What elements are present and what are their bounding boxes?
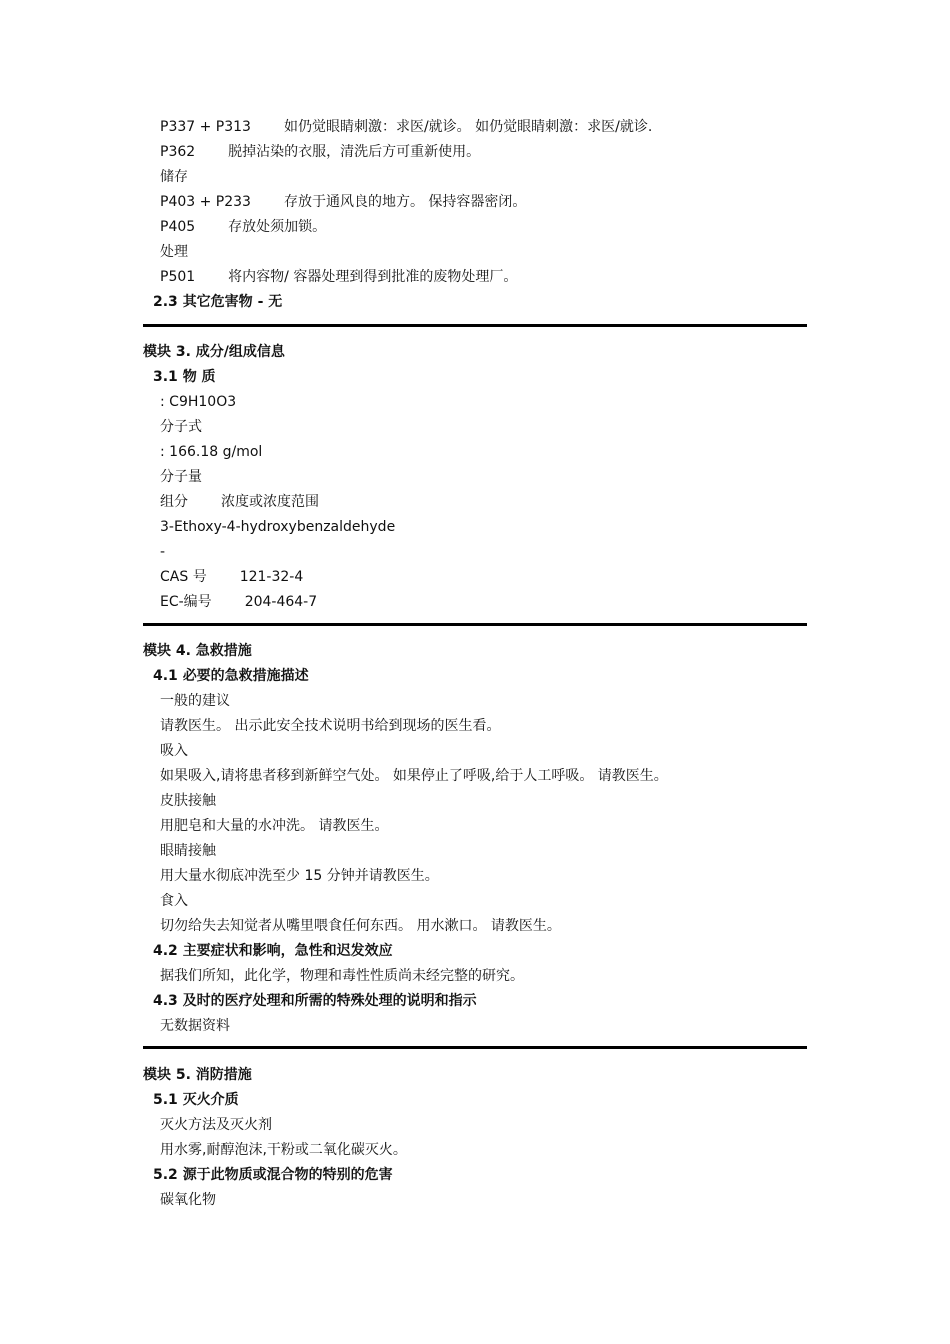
module-4-title: 模块 4. 急救措施 <box>143 643 252 659</box>
section-value: 无 <box>268 294 283 310</box>
precaution-p501 <box>160 268 517 286</box>
ec-value: 204-464-7 <box>244 594 318 610</box>
section-number: 2.3 <box>153 294 178 310</box>
inhalation-label: 吸入 <box>160 743 188 759</box>
precaution-p362 <box>160 143 480 161</box>
molecular-weight-value: : 166.18 g/mol <box>160 444 263 460</box>
section-number: 3.1 <box>153 369 178 385</box>
section-number: 5.1 <box>153 1092 178 1108</box>
molecular-weight-label: 分子量 <box>160 469 202 485</box>
section-title: 物 质 <box>182 369 216 385</box>
cas-value: 121-32-4 <box>239 569 304 585</box>
section-4-2-text: 据我们所知，此化学，物理和毒性性质尚未经完整的研究。 <box>160 968 524 984</box>
ec-label: EC-编号 <box>160 594 212 610</box>
extinguishing-media-text: 用水雾,耐醇泡沫,干粉或二氧化碳灭火。 <box>160 1142 407 1158</box>
section-divider <box>143 623 807 626</box>
section-number: 4.2 <box>153 943 178 959</box>
section-number: 5.2 <box>153 1167 178 1183</box>
formula-value: : C9H10O3 <box>160 394 237 410</box>
substance-name: 3-Ethoxy-4-hydroxybenzaldehyde <box>160 519 396 535</box>
extinguishing-media-label: 灭火方法及灭火剂 <box>160 1117 272 1133</box>
module-3-title: 模块 3. 成分/组成信息 <box>143 344 285 360</box>
general-advice-text: 请教医生。 出示此安全技术说明书给到现场的医生看。 <box>160 718 501 734</box>
section-divider <box>143 1046 807 1049</box>
precaution-text: 存放于通风良的地方。 保持容器密闭。 <box>283 194 527 210</box>
section-title: 其它危害物 <box>182 294 253 310</box>
disposal-label: 处理 <box>160 244 188 260</box>
component-label: 组分 <box>160 494 188 510</box>
precaution-code: P362 <box>160 144 196 160</box>
section-title: 灭火介质 <box>182 1092 239 1108</box>
section-number: 4.1 <box>153 668 178 684</box>
section-4-3-heading <box>153 992 477 1010</box>
substance-dash: - <box>160 544 166 560</box>
precaution-p403-p233 <box>160 193 526 211</box>
precaution-code: P337 + P313 <box>160 119 251 135</box>
general-advice-label: 一般的建议 <box>160 693 230 709</box>
eye-contact-text: 用大量水彻底冲洗至少 15 分钟并请教医生。 <box>160 868 439 884</box>
module-5-title: 模块 5. 消防措施 <box>143 1067 252 1083</box>
ec-number-row <box>160 593 317 611</box>
section-5-2-heading <box>153 1166 393 1184</box>
precaution-p337-p313 <box>160 118 652 136</box>
section-4-1-heading <box>153 667 309 685</box>
section-number: 4.3 <box>153 993 178 1009</box>
storage-label: 储存 <box>160 169 188 185</box>
section-title: 必要的急救措施描述 <box>182 668 309 684</box>
cas-number-row <box>160 568 303 586</box>
precaution-text: 脱掉沾染的衣服，清洗后方可重新使用。 <box>228 144 481 160</box>
eye-contact-label: 眼睛接触 <box>160 843 216 859</box>
precaution-code: P501 <box>160 269 196 285</box>
section-2-3-heading <box>153 293 282 311</box>
formula-label: 分子式 <box>160 419 202 435</box>
section-divider <box>143 324 807 327</box>
section-5-1-heading <box>153 1091 239 1109</box>
precaution-p405 <box>160 218 326 236</box>
precaution-text: 存放处须加锁。 <box>228 219 327 235</box>
precaution-text: 如仍觉眼睛刺激：求医/就诊。 如仍觉眼睛刺激：求医/就诊. <box>283 119 653 135</box>
ingestion-text: 切勿给失去知觉者从嘴里喂食任何东西。 用水漱口。 请教医生。 <box>160 918 561 934</box>
section-separator: - <box>257 294 264 310</box>
section-4-3-text: 无数据资料 <box>160 1018 230 1034</box>
section-title: 源于此物质或混合物的特别的危害 <box>182 1167 393 1183</box>
precaution-code: P405 <box>160 219 196 235</box>
skin-contact-label: 皮肤接触 <box>160 793 216 809</box>
composition-header <box>160 493 319 511</box>
section-title: 及时的医疗处理和所需的特殊处理的说明和指示 <box>182 993 477 1009</box>
ingestion-label: 食入 <box>160 893 188 909</box>
inhalation-text: 如果吸入,请将患者移到新鲜空气处。 如果停止了呼吸,给于人工呼吸。 请教医生。 <box>160 768 668 784</box>
section-3-1-heading <box>153 368 216 386</box>
concentration-label: 浓度或浓度范围 <box>221 494 319 510</box>
skin-contact-text: 用肥皂和大量的水冲洗。 请教医生。 <box>160 818 389 834</box>
precaution-text: 将内容物/ 容器处理到得到批准的废物处理厂。 <box>228 269 518 285</box>
precaution-code: P403 + P233 <box>160 194 251 210</box>
section-4-2-heading <box>153 942 393 960</box>
section-title: 主要症状和影响，急性和迟发效应 <box>182 943 393 959</box>
cas-label: CAS 号 <box>160 569 207 585</box>
section-5-2-text: 碳氧化物 <box>160 1192 216 1208</box>
